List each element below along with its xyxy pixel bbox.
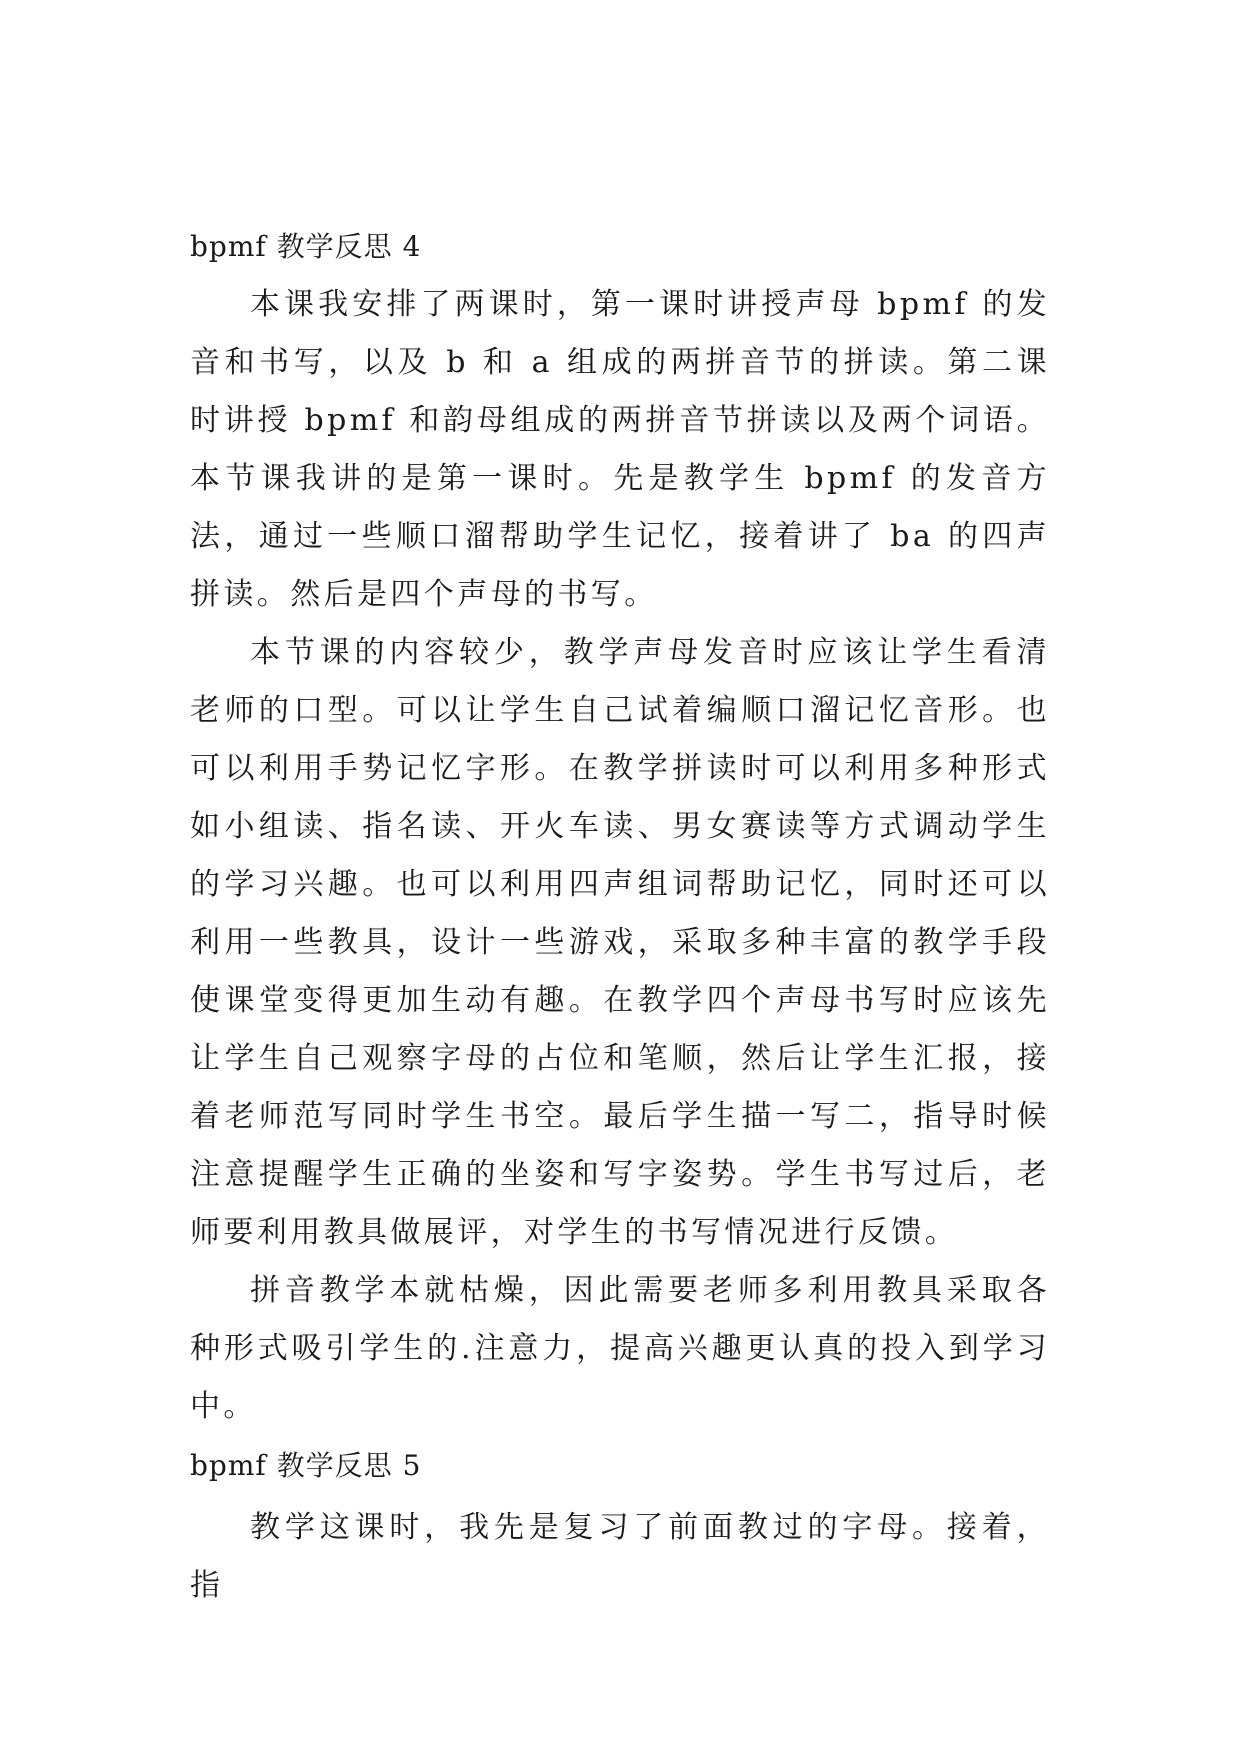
reflection-section-5: [190, 1437, 1050, 1615]
section-heading: bpmf 教学反思 5: [190, 1449, 422, 1482]
paragraph: 教学这课时，我先是复习了前面教过的字母。接着，指: [190, 1510, 1050, 1603]
paragraph: 本节课的内容较少，教学声母发音时应该让学生看清老师的口型。可以让学生自己试着编顺口溜记忆音形。也可以利用手势记忆字形。在教学拼读时可以利用多种形式如小组读、指名读、开火车读、男女赛读等方式调动学生的学习兴趣。也可以利用四声组词帮助记忆，同时还可以利用一些教具，设计一些游戏，采取多种丰富的教学手段使课堂变得更加生动有趣。在教学四个声母书写时应该先让学生自己观察字母的占位和笔顺，然后让学生汇报，接着老师范写同时学生书空。最后学生描一写二，指导时候注意提醒学生正确的坐姿和写字姿势。学生书写过后，老师要利用教具做展评，对学生的书写情况进行反馈。: [190, 635, 1050, 1250]
reflection-section-4: [190, 218, 1050, 1436]
paragraph: 拼音教学本就枯燥，因此需要老师多利用教具采取各种形式吸引学生的.注意力，提高兴趣更认真的投入到学习中。: [190, 1273, 1050, 1424]
section-heading: bpmf 教学反思 4: [190, 230, 422, 263]
paragraph: 本课我安排了两课时，第一课时讲授声母 bpmf 的发音和书写，以及 b 和 a 组成的两拼音节的拼读。第二课时讲授 bpmf 和韵母组成的两拼音节拼读以及两个词语。本节课我讲的是第一课时。先是教学生 bpmf 的发音方法，通过一些顺口溜帮助学生记忆，接着讲了 ba 的四声拼读。然后是四个声母的书写。: [190, 287, 1050, 612]
